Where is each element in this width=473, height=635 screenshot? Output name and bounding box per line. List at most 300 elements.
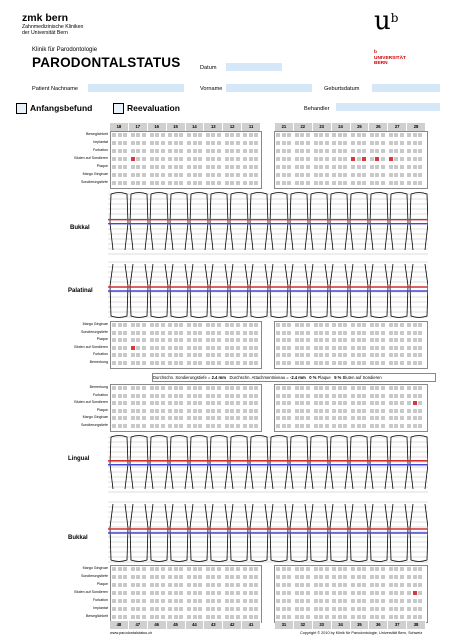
probing-site[interactable] <box>357 386 361 390</box>
probing-site[interactable] <box>282 181 286 185</box>
probing-site[interactable] <box>142 416 146 420</box>
probing-site[interactable] <box>338 409 342 413</box>
probing-site[interactable] <box>161 409 165 413</box>
probing-site[interactable] <box>168 141 172 145</box>
probing-site[interactable] <box>343 591 347 595</box>
probing-site[interactable] <box>193 401 197 405</box>
probing-site[interactable] <box>357 615 361 619</box>
probing-site[interactable] <box>161 401 165 405</box>
probing-site[interactable] <box>174 386 178 390</box>
probing-site[interactable] <box>118 394 122 398</box>
probing-site[interactable] <box>179 591 183 595</box>
probing-site[interactable] <box>254 181 258 185</box>
probing-site[interactable] <box>357 401 361 405</box>
probing-site[interactable] <box>193 394 197 398</box>
probing-site[interactable] <box>243 416 247 420</box>
probing-site[interactable] <box>187 346 191 350</box>
probing-site[interactable] <box>206 409 210 413</box>
probing-site[interactable] <box>306 149 310 153</box>
probing-site[interactable] <box>206 346 210 350</box>
probing-site[interactable] <box>319 394 323 398</box>
probing-site[interactable] <box>217 361 221 365</box>
probing-site[interactable] <box>168 353 172 357</box>
probing-site[interactable] <box>230 424 234 428</box>
probing-site[interactable] <box>381 567 385 571</box>
probing-site[interactable] <box>338 323 342 327</box>
probing-site[interactable] <box>193 416 197 420</box>
probing-site[interactable] <box>338 607 342 611</box>
probing-site[interactable] <box>351 599 355 603</box>
probing-site[interactable] <box>375 591 379 595</box>
probing-site[interactable] <box>314 575 318 579</box>
probing-site[interactable] <box>217 567 221 571</box>
probing-site[interactable] <box>276 409 280 413</box>
probing-site[interactable] <box>155 141 159 145</box>
probing-site[interactable] <box>338 424 342 428</box>
probing-site[interactable] <box>407 157 411 161</box>
probing-site[interactable] <box>306 575 310 579</box>
probing-site[interactable] <box>351 165 355 169</box>
probing-site[interactable] <box>155 338 159 342</box>
probing-site[interactable] <box>418 133 422 137</box>
probing-site[interactable] <box>381 323 385 327</box>
probing-site[interactable] <box>161 157 165 161</box>
probing-site[interactable] <box>351 149 355 153</box>
probing-site[interactable] <box>389 346 393 350</box>
probing-site[interactable] <box>243 424 247 428</box>
probing-site[interactable] <box>362 338 366 342</box>
probing-site[interactable] <box>136 346 140 350</box>
probing-site[interactable] <box>319 165 323 169</box>
probing-site[interactable] <box>243 157 247 161</box>
probing-site[interactable] <box>211 394 215 398</box>
probing-site[interactable] <box>418 338 422 342</box>
probing-site[interactable] <box>394 583 398 587</box>
probing-site[interactable] <box>112 165 116 169</box>
probing-site[interactable] <box>276 353 280 357</box>
probing-site[interactable] <box>332 424 336 428</box>
probing-site[interactable] <box>123 401 127 405</box>
probing-site[interactable] <box>418 615 422 619</box>
probing-site[interactable] <box>142 133 146 137</box>
probing-site[interactable] <box>123 567 127 571</box>
probing-site[interactable] <box>254 394 258 398</box>
probing-site[interactable] <box>325 338 329 342</box>
probing-site[interactable] <box>314 394 318 398</box>
probing-site[interactable] <box>418 331 422 335</box>
probing-site[interactable] <box>142 386 146 390</box>
probing-site[interactable] <box>413 615 417 619</box>
probing-site[interactable] <box>131 149 135 153</box>
probing-site[interactable] <box>400 338 404 342</box>
probing-site[interactable] <box>370 607 374 611</box>
probing-site[interactable] <box>400 599 404 603</box>
probing-site[interactable] <box>179 424 183 428</box>
behandler-field[interactable] <box>336 103 440 111</box>
probing-site[interactable] <box>362 599 366 603</box>
probing-site[interactable] <box>314 323 318 327</box>
probing-site[interactable] <box>112 599 116 603</box>
probing-site[interactable] <box>394 591 398 595</box>
probing-site[interactable] <box>174 416 178 420</box>
probing-site[interactable] <box>332 591 336 595</box>
probing-site[interactable] <box>254 583 258 587</box>
probing-site[interactable] <box>225 141 229 145</box>
probing-site[interactable] <box>118 567 122 571</box>
probing-site[interactable] <box>198 157 202 161</box>
probing-site[interactable] <box>287 567 291 571</box>
probing-site[interactable] <box>118 133 122 137</box>
probing-site[interactable] <box>332 394 336 398</box>
probing-site[interactable] <box>332 157 336 161</box>
probing-site[interactable] <box>343 323 347 327</box>
probing-site[interactable] <box>142 607 146 611</box>
probing-site[interactable] <box>276 149 280 153</box>
probing-site[interactable] <box>338 353 342 357</box>
probing-site[interactable] <box>161 331 165 335</box>
probing-site[interactable] <box>136 583 140 587</box>
probing-site[interactable] <box>131 394 135 398</box>
probing-site[interactable] <box>236 599 240 603</box>
probing-site[interactable] <box>150 323 154 327</box>
probing-site[interactable] <box>217 386 221 390</box>
probing-site[interactable] <box>407 599 411 603</box>
probing-site[interactable] <box>168 338 172 342</box>
probing-site[interactable] <box>407 424 411 428</box>
probing-site[interactable] <box>418 165 422 169</box>
probing-site[interactable] <box>198 331 202 335</box>
probing-site[interactable] <box>389 583 393 587</box>
probing-site[interactable] <box>394 338 398 342</box>
probing-site[interactable] <box>407 615 411 619</box>
probing-site[interactable] <box>206 607 210 611</box>
probing-site[interactable] <box>375 157 379 161</box>
probing-site[interactable] <box>123 583 127 587</box>
probing-site[interactable] <box>389 409 393 413</box>
probing-site[interactable] <box>287 323 291 327</box>
probing-site[interactable] <box>168 331 172 335</box>
probing-site[interactable] <box>123 181 127 185</box>
probing-site[interactable] <box>112 141 116 145</box>
probing-site[interactable] <box>362 401 366 405</box>
probing-site[interactable] <box>131 346 135 350</box>
probing-site[interactable] <box>174 157 178 161</box>
probing-site[interactable] <box>343 173 347 177</box>
probing-site[interactable] <box>225 165 229 169</box>
probing-site[interactable] <box>131 416 135 420</box>
probing-site[interactable] <box>206 361 210 365</box>
probing-site[interactable] <box>161 338 165 342</box>
probing-site[interactable] <box>236 409 240 413</box>
probing-site[interactable] <box>254 607 258 611</box>
probing-site[interactable] <box>394 141 398 145</box>
probing-site[interactable] <box>187 338 191 342</box>
probing-site[interactable] <box>236 346 240 350</box>
probing-site[interactable] <box>225 416 229 420</box>
probing-site[interactable] <box>381 149 385 153</box>
probing-site[interactable] <box>136 133 140 137</box>
probing-site[interactable] <box>150 599 154 603</box>
probing-site[interactable] <box>123 141 127 145</box>
probing-site[interactable] <box>282 165 286 169</box>
probing-site[interactable] <box>254 346 258 350</box>
probing-site[interactable] <box>381 165 385 169</box>
probing-site[interactable] <box>174 591 178 595</box>
probing-site[interactable] <box>343 607 347 611</box>
probing-site[interactable] <box>161 346 165 350</box>
probing-site[interactable] <box>118 607 122 611</box>
probing-site[interactable] <box>306 133 310 137</box>
probing-site[interactable] <box>306 599 310 603</box>
probing-site[interactable] <box>243 323 247 327</box>
probing-site[interactable] <box>370 173 374 177</box>
probing-site[interactable] <box>287 424 291 428</box>
probing-site[interactable] <box>161 607 165 611</box>
probing-site[interactable] <box>282 133 286 137</box>
probing-site[interactable] <box>306 567 310 571</box>
probing-site[interactable] <box>300 591 304 595</box>
probing-site[interactable] <box>118 338 122 342</box>
probing-site[interactable] <box>225 149 229 153</box>
probing-site[interactable] <box>407 607 411 611</box>
probing-site[interactable] <box>211 409 215 413</box>
probing-site[interactable] <box>282 567 286 571</box>
probing-site[interactable] <box>370 416 374 420</box>
probing-site[interactable] <box>131 157 135 161</box>
probing-site[interactable] <box>187 591 191 595</box>
probing-site[interactable] <box>150 133 154 137</box>
probing-site[interactable] <box>295 575 299 579</box>
probing-site[interactable] <box>362 331 366 335</box>
probing-site[interactable] <box>230 346 234 350</box>
probing-site[interactable] <box>332 338 336 342</box>
probing-site[interactable] <box>161 394 165 398</box>
probing-site[interactable] <box>282 346 286 350</box>
probing-site[interactable] <box>306 615 310 619</box>
probing-site[interactable] <box>155 409 159 413</box>
probing-site[interactable] <box>375 338 379 342</box>
probing-site[interactable] <box>351 575 355 579</box>
probing-site[interactable] <box>168 424 172 428</box>
probing-site[interactable] <box>413 575 417 579</box>
probing-site[interactable] <box>131 583 135 587</box>
probing-site[interactable] <box>187 361 191 365</box>
probing-site[interactable] <box>287 173 291 177</box>
probing-site[interactable] <box>136 567 140 571</box>
probing-site[interactable] <box>112 591 116 595</box>
probing-site[interactable] <box>230 567 234 571</box>
probing-site[interactable] <box>211 615 215 619</box>
probing-site[interactable] <box>225 386 229 390</box>
probing-site[interactable] <box>249 424 253 428</box>
probing-site[interactable] <box>254 338 258 342</box>
probing-site[interactable] <box>332 173 336 177</box>
probing-site[interactable] <box>314 386 318 390</box>
probing-site[interactable] <box>249 181 253 185</box>
probing-site[interactable] <box>357 409 361 413</box>
probing-site[interactable] <box>370 181 374 185</box>
probing-site[interactable] <box>198 181 202 185</box>
probing-site[interactable] <box>295 583 299 587</box>
probing-site[interactable] <box>131 173 135 177</box>
probing-site[interactable] <box>254 133 258 137</box>
probing-site[interactable] <box>319 133 323 137</box>
probing-site[interactable] <box>389 173 393 177</box>
probing-site[interactable] <box>351 386 355 390</box>
probing-site[interactable] <box>136 157 140 161</box>
probing-site[interactable] <box>338 615 342 619</box>
probing-site[interactable] <box>400 409 404 413</box>
probing-site[interactable] <box>332 615 336 619</box>
probing-site[interactable] <box>112 149 116 153</box>
probing-site[interactable] <box>193 386 197 390</box>
probing-site[interactable] <box>295 591 299 595</box>
probing-site[interactable] <box>400 331 404 335</box>
probing-site[interactable] <box>179 157 183 161</box>
probing-site[interactable] <box>168 346 172 350</box>
probing-site[interactable] <box>123 424 127 428</box>
probing-site[interactable] <box>198 323 202 327</box>
probing-site[interactable] <box>211 353 215 357</box>
probing-site[interactable] <box>249 591 253 595</box>
probing-site[interactable] <box>168 607 172 611</box>
probing-site[interactable] <box>370 583 374 587</box>
probing-site[interactable] <box>136 173 140 177</box>
probing-site[interactable] <box>295 149 299 153</box>
probing-site[interactable] <box>118 157 122 161</box>
probing-site[interactable] <box>381 591 385 595</box>
probing-site[interactable] <box>295 346 299 350</box>
probing-site[interactable] <box>418 607 422 611</box>
probing-site[interactable] <box>306 346 310 350</box>
probing-site[interactable] <box>225 353 229 357</box>
probing-site[interactable] <box>351 141 355 145</box>
probing-site[interactable] <box>362 591 366 595</box>
probing-site[interactable] <box>198 133 202 137</box>
probing-site[interactable] <box>400 401 404 405</box>
probing-site[interactable] <box>287 409 291 413</box>
probing-site[interactable] <box>295 615 299 619</box>
probing-site[interactable] <box>168 394 172 398</box>
probing-site[interactable] <box>314 331 318 335</box>
probing-site[interactable] <box>332 346 336 350</box>
probing-site[interactable] <box>136 181 140 185</box>
probing-site[interactable] <box>230 591 234 595</box>
probing-site[interactable] <box>254 424 258 428</box>
probing-site[interactable] <box>155 323 159 327</box>
probing-site[interactable] <box>249 599 253 603</box>
probing-site[interactable] <box>243 141 247 145</box>
probing-site[interactable] <box>394 323 398 327</box>
probing-site[interactable] <box>319 338 323 342</box>
probing-site[interactable] <box>254 173 258 177</box>
probing-site[interactable] <box>351 173 355 177</box>
probing-site[interactable] <box>357 424 361 428</box>
probing-site[interactable] <box>249 361 253 365</box>
probing-site[interactable] <box>300 133 304 137</box>
probing-site[interactable] <box>400 361 404 365</box>
probing-site[interactable] <box>225 599 229 603</box>
probing-site[interactable] <box>357 149 361 153</box>
probing-site[interactable] <box>193 591 197 595</box>
probing-site[interactable] <box>168 323 172 327</box>
probing-site[interactable] <box>136 401 140 405</box>
probing-site[interactable] <box>295 165 299 169</box>
datum-field[interactable] <box>226 63 282 71</box>
probing-site[interactable] <box>211 165 215 169</box>
probing-site[interactable] <box>155 386 159 390</box>
probing-site[interactable] <box>319 416 323 420</box>
probing-site[interactable] <box>343 583 347 587</box>
probing-site[interactable] <box>351 401 355 405</box>
probing-site[interactable] <box>375 165 379 169</box>
probing-site[interactable] <box>413 331 417 335</box>
probing-site[interactable] <box>325 173 329 177</box>
probing-site[interactable] <box>295 361 299 365</box>
probing-site[interactable] <box>314 149 318 153</box>
probing-site[interactable] <box>142 181 146 185</box>
probing-site[interactable] <box>243 583 247 587</box>
probing-site[interactable] <box>225 338 229 342</box>
probing-site[interactable] <box>381 386 385 390</box>
probing-site[interactable] <box>400 615 404 619</box>
probing-site[interactable] <box>306 331 310 335</box>
probing-site[interactable] <box>118 615 122 619</box>
probing-site[interactable] <box>332 599 336 603</box>
probing-site[interactable] <box>249 157 253 161</box>
probing-site[interactable] <box>236 607 240 611</box>
probing-site[interactable] <box>217 424 221 428</box>
probing-site[interactable] <box>389 361 393 365</box>
probing-site[interactable] <box>362 575 366 579</box>
probing-site[interactable] <box>123 331 127 335</box>
probing-site[interactable] <box>332 583 336 587</box>
probing-site[interactable] <box>319 401 323 405</box>
probing-site[interactable] <box>370 149 374 153</box>
probing-site[interactable] <box>198 173 202 177</box>
probing-site[interactable] <box>343 353 347 357</box>
probing-site[interactable] <box>357 157 361 161</box>
probing-site[interactable] <box>206 353 210 357</box>
probing-site[interactable] <box>243 331 247 335</box>
probing-site[interactable] <box>300 416 304 420</box>
probing-site[interactable] <box>174 331 178 335</box>
probing-site[interactable] <box>300 165 304 169</box>
probing-site[interactable] <box>276 386 280 390</box>
probing-site[interactable] <box>206 141 210 145</box>
probing-site[interactable] <box>161 615 165 619</box>
probing-site[interactable] <box>394 416 398 420</box>
probing-site[interactable] <box>362 149 366 153</box>
probing-site[interactable] <box>343 181 347 185</box>
probing-site[interactable] <box>118 583 122 587</box>
probing-site[interactable] <box>217 401 221 405</box>
probing-site[interactable] <box>254 331 258 335</box>
probing-site[interactable] <box>249 607 253 611</box>
probing-site[interactable] <box>142 173 146 177</box>
probing-site[interactable] <box>394 615 398 619</box>
probing-site[interactable] <box>389 353 393 357</box>
probing-site[interactable] <box>418 416 422 420</box>
probing-site[interactable] <box>370 394 374 398</box>
probing-site[interactable] <box>211 181 215 185</box>
probing-site[interactable] <box>187 165 191 169</box>
probing-site[interactable] <box>131 599 135 603</box>
probing-site[interactable] <box>407 338 411 342</box>
probing-site[interactable] <box>150 567 154 571</box>
probing-site[interactable] <box>276 567 280 571</box>
probing-site[interactable] <box>287 331 291 335</box>
